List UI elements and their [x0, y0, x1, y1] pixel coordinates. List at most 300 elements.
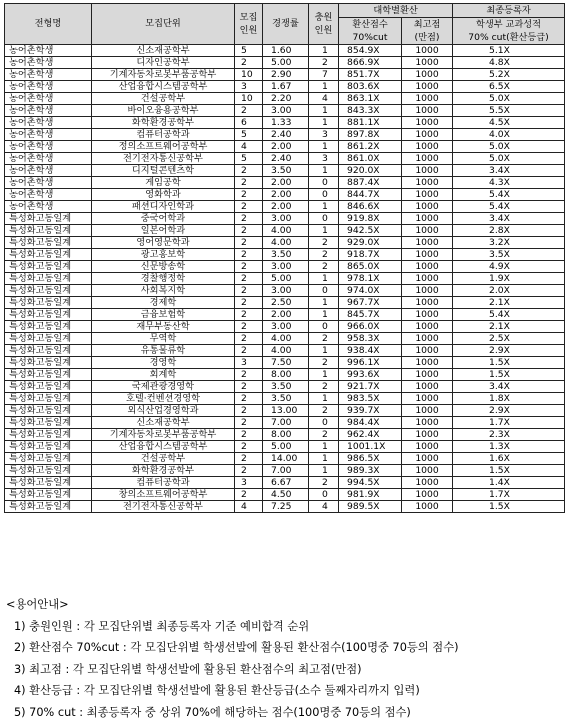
cell-rate: 2.50	[263, 297, 309, 309]
cell-final-grade: 2.8X	[453, 225, 565, 237]
cell-unit: 중국어학과	[92, 213, 235, 225]
cell-type: 농어촌학생	[5, 81, 92, 93]
cell-max-score: 1000	[402, 81, 453, 93]
cell-conversion-score: 854.9X	[339, 45, 402, 57]
note-item: 5) 70% cut : 최종등록자 중 상위 70%에 해당하는 점수(100명중 70등의 점수)	[14, 705, 411, 719]
cell-type: 농어촌학생	[5, 201, 92, 213]
cell-conversion-score: 919.8X	[339, 213, 402, 225]
cell-final-grade: 1.7X	[453, 417, 565, 429]
cell-type: 특성화고동일계	[5, 465, 92, 477]
table-row	[5, 321, 565, 333]
cell-quota: 2	[235, 201, 263, 213]
cell-conversion-score: 921.7X	[339, 381, 402, 393]
cell-max-score: 1000	[402, 453, 453, 465]
cell-unit: 게임공학	[92, 177, 235, 189]
cell-conversion-score: 1001.1X	[339, 441, 402, 453]
note-item: 3) 최고점 : 각 모집단위별 학생선발에 활용된 환산점수의 최고점(만점)	[14, 662, 362, 676]
cell-unit: 유통물류학	[92, 345, 235, 357]
cell-added: 2	[309, 477, 339, 489]
cell-unit: 컴퓨터공학과	[92, 477, 235, 489]
cell-type: 특성화고동일계	[5, 213, 92, 225]
cell-conversion-score: 918.7X	[339, 249, 402, 261]
cell-rate: 5.00	[263, 273, 309, 285]
cell-added: 0	[309, 321, 339, 333]
cell-conversion-score: 844.7X	[339, 189, 402, 201]
cell-quota: 2	[235, 177, 263, 189]
table-row	[5, 57, 565, 69]
cell-max-score: 1000	[402, 273, 453, 285]
cell-rate: 4.00	[263, 237, 309, 249]
cell-added: 1	[309, 273, 339, 285]
cell-conversion-score: 866.9X	[339, 57, 402, 69]
table-row	[5, 81, 565, 93]
cell-quota: 2	[235, 273, 263, 285]
cell-max-score: 1000	[402, 129, 453, 141]
cell-max-score: 1000	[402, 189, 453, 201]
cell-conversion-score: 846.6X	[339, 201, 402, 213]
cell-unit: 금융보험학	[92, 309, 235, 321]
cell-max-score: 1000	[402, 429, 453, 441]
cell-type: 특성화고동일계	[5, 285, 92, 297]
cell-final-grade: 3.2X	[453, 237, 565, 249]
cell-rate: 7.00	[263, 465, 309, 477]
cell-quota: 2	[235, 369, 263, 381]
cell-conversion-score: 897.8X	[339, 129, 402, 141]
cell-added: 1	[309, 165, 339, 177]
cell-conversion-score: 803.6X	[339, 81, 402, 93]
cell-max-score: 1000	[402, 321, 453, 333]
cell-quota: 2	[235, 345, 263, 357]
table-row	[5, 417, 565, 429]
cell-added: 0	[309, 177, 339, 189]
table-row	[5, 501, 565, 513]
cell-unit: 산업융합시스템공학부	[92, 81, 235, 93]
table-row	[5, 93, 565, 105]
cell-unit: 경영학	[92, 357, 235, 369]
cell-added: 1	[309, 465, 339, 477]
header-rate: 경쟁률	[263, 4, 309, 45]
cell-final-grade: 3.5X	[453, 249, 565, 261]
cell-unit: 산업융합시스템공학부	[92, 441, 235, 453]
cell-unit: 사회복지학	[92, 285, 235, 297]
table-row	[5, 297, 565, 309]
cell-quota: 2	[235, 297, 263, 309]
cell-quota: 2	[235, 189, 263, 201]
cell-type: 농어촌학생	[5, 45, 92, 57]
cell-unit: 경찰행정학	[92, 273, 235, 285]
cell-rate: 13.00	[263, 405, 309, 417]
cell-added: 2	[309, 57, 339, 69]
cell-conversion-score: 942.5X	[339, 225, 402, 237]
cell-unit: 전기전자통신공학부	[92, 501, 235, 513]
cell-type: 농어촌학생	[5, 117, 92, 129]
cell-rate: 2.40	[263, 129, 309, 141]
cell-unit: 정의소프트웨어공학부	[92, 141, 235, 153]
cell-final-grade: 1.4X	[453, 477, 565, 489]
cell-quota: 2	[235, 405, 263, 417]
cell-final-grade: 5.2X	[453, 69, 565, 81]
header-unit: 모집단위	[92, 4, 235, 45]
cell-conversion-score: 865.0X	[339, 261, 402, 273]
cell-type: 농어촌학생	[5, 129, 92, 141]
cell-type: 농어촌학생	[5, 189, 92, 201]
note-item: 2) 환산점수 70%cut : 각 모집단위별 학생선발에 활용된 환산점수(100명중 70등의 점수)	[14, 641, 459, 654]
cell-type: 특성화고동일계	[5, 297, 92, 309]
admission-results-table	[4, 3, 565, 513]
cell-max-score: 1000	[402, 57, 453, 69]
cell-unit: 경제학	[92, 297, 235, 309]
cell-unit: 창의소프트웨어공학부	[92, 489, 235, 501]
cell-quota: 2	[235, 285, 263, 297]
cell-type: 농어촌학생	[5, 153, 92, 165]
cell-final-grade: 4.0X	[453, 129, 565, 141]
cell-added: 1	[309, 441, 339, 453]
cell-conversion-score: 974.0X	[339, 285, 402, 297]
cell-added: 1	[309, 297, 339, 309]
cell-max-score: 1000	[402, 333, 453, 345]
cell-rate: 2.00	[263, 189, 309, 201]
cell-rate: 8.00	[263, 369, 309, 381]
cell-quota: 3	[235, 81, 263, 93]
cell-quota: 2	[235, 237, 263, 249]
cell-quota: 5	[235, 45, 263, 57]
cell-quota: 2	[235, 465, 263, 477]
cell-quota: 10	[235, 69, 263, 81]
cell-quota: 3	[235, 357, 263, 369]
cell-conversion-score: 978.1X	[339, 273, 402, 285]
cell-conversion-score: 843.3X	[339, 105, 402, 117]
cell-type: 특성화고동일계	[5, 429, 92, 441]
cell-added: 1	[309, 141, 339, 153]
table-row	[5, 129, 565, 141]
table-row	[5, 441, 565, 453]
cell-final-grade: 5.0X	[453, 153, 565, 165]
cell-type: 농어촌학생	[5, 177, 92, 189]
cell-rate: 1.33	[263, 117, 309, 129]
terms-notes	[6, 594, 459, 723]
cell-type: 특성화고동일계	[5, 417, 92, 429]
cell-quota: 2	[235, 225, 263, 237]
cell-type: 농어촌학생	[5, 57, 92, 69]
cell-quota: 2	[235, 429, 263, 441]
cell-final-grade: 1.8X	[453, 393, 565, 405]
table-row	[5, 201, 565, 213]
cell-final-grade: 3.4X	[453, 381, 565, 393]
cell-final-grade: 2.0X	[453, 285, 565, 297]
cell-quota: 2	[235, 321, 263, 333]
cell-final-grade: 1.9X	[453, 273, 565, 285]
cell-unit: 국제관광경영학	[92, 381, 235, 393]
cell-final-grade: 5.4X	[453, 309, 565, 321]
table-row	[5, 165, 565, 177]
cell-max-score: 1000	[402, 441, 453, 453]
table-row	[5, 153, 565, 165]
cell-rate: 2.00	[263, 201, 309, 213]
cell-type: 특성화고동일계	[5, 237, 92, 249]
cell-type: 농어촌학생	[5, 141, 92, 153]
cell-rate: 2.90	[263, 69, 309, 81]
table-row	[5, 273, 565, 285]
cell-conversion-score: 881.1X	[339, 117, 402, 129]
cell-unit: 전기전자통신공학부	[92, 153, 235, 165]
cell-added: 2	[309, 261, 339, 273]
cell-rate: 2.00	[263, 309, 309, 321]
cell-unit: 패션디자인학과	[92, 201, 235, 213]
cell-max-score: 1000	[402, 249, 453, 261]
header-max-score: 최고점 (만점)	[402, 18, 453, 45]
cell-final-grade: 3.4X	[453, 165, 565, 177]
cell-quota: 3	[235, 477, 263, 489]
cell-max-score: 1000	[402, 93, 453, 105]
cell-unit: 영어영문학과	[92, 237, 235, 249]
cell-rate: 2.40	[263, 153, 309, 165]
cell-conversion-score: 861.2X	[339, 141, 402, 153]
cell-rate: 6.67	[263, 477, 309, 489]
cell-quota: 2	[235, 213, 263, 225]
cell-quota: 6	[235, 117, 263, 129]
table-row	[5, 465, 565, 477]
cell-added: 1	[309, 345, 339, 357]
cell-unit: 기계자동차로봇부품공학부	[92, 429, 235, 441]
cell-max-score: 1000	[402, 117, 453, 129]
cell-unit: 신소재공학부	[92, 417, 235, 429]
cell-max-score: 1000	[402, 381, 453, 393]
cell-added: 0	[309, 213, 339, 225]
table-row	[5, 369, 565, 381]
cell-quota: 2	[235, 261, 263, 273]
cell-conversion-score: 958.3X	[339, 333, 402, 345]
cell-rate: 7.25	[263, 501, 309, 513]
cell-conversion-score: 993.6X	[339, 369, 402, 381]
cell-rate: 3.50	[263, 165, 309, 177]
cell-rate: 3.50	[263, 381, 309, 393]
cell-type: 농어촌학생	[5, 69, 92, 81]
notes-title: <용어안내>	[6, 598, 69, 611]
cell-type: 특성화고동일계	[5, 477, 92, 489]
cell-conversion-score: 994.5X	[339, 477, 402, 489]
cell-quota: 2	[235, 441, 263, 453]
cell-type: 농어촌학생	[5, 93, 92, 105]
cell-max-score: 1000	[402, 69, 453, 81]
cell-unit: 디자인공학부	[92, 57, 235, 69]
header-type: 전형명	[5, 4, 92, 45]
cell-conversion-score: 983.5X	[339, 393, 402, 405]
cell-rate: 4.50	[263, 489, 309, 501]
cell-added: 3	[309, 153, 339, 165]
cell-added: 1	[309, 201, 339, 213]
table-row	[5, 429, 565, 441]
cell-unit: 호텔·컨벤션경영학	[92, 393, 235, 405]
cell-added: 4	[309, 93, 339, 105]
cell-conversion-score: 962.4X	[339, 429, 402, 441]
cell-final-grade: 5.1X	[453, 45, 565, 57]
cell-type: 특성화고동일계	[5, 321, 92, 333]
cell-final-grade: 2.3X	[453, 429, 565, 441]
cell-max-score: 1000	[402, 465, 453, 477]
cell-unit: 광고홍보학	[92, 249, 235, 261]
table-row	[5, 489, 565, 501]
header-conversion-group: 대학별환산	[339, 4, 453, 18]
cell-type: 특성화고동일계	[5, 489, 92, 501]
cell-conversion-score: 984.4X	[339, 417, 402, 429]
table-row	[5, 45, 565, 57]
cell-final-grade: 5.0X	[453, 141, 565, 153]
cell-conversion-score: 887.4X	[339, 177, 402, 189]
cell-final-grade: 1.7X	[453, 489, 565, 501]
table-row	[5, 261, 565, 273]
table-row	[5, 237, 565, 249]
cell-unit: 외식산업경영학과	[92, 405, 235, 417]
cell-final-grade: 5.4X	[453, 189, 565, 201]
cell-quota: 2	[235, 381, 263, 393]
cell-type: 특성화고동일계	[5, 333, 92, 345]
cell-final-grade: 5.4X	[453, 201, 565, 213]
header-final-group: 최종등록자	[453, 4, 565, 18]
cell-rate: 5.00	[263, 441, 309, 453]
cell-max-score: 1000	[402, 309, 453, 321]
cell-quota: 5	[235, 153, 263, 165]
cell-added: 2	[309, 405, 339, 417]
cell-max-score: 1000	[402, 477, 453, 489]
cell-added: 2	[309, 381, 339, 393]
cell-added: 0	[309, 189, 339, 201]
cell-conversion-score: 929.0X	[339, 237, 402, 249]
cell-type: 특성화고동일계	[5, 501, 92, 513]
cell-final-grade: 3.4X	[453, 213, 565, 225]
cell-final-grade: 1.5X	[453, 465, 565, 477]
cell-type: 농어촌학생	[5, 165, 92, 177]
cell-conversion-score: 938.4X	[339, 345, 402, 357]
table-row	[5, 177, 565, 189]
cell-type: 특성화고동일계	[5, 405, 92, 417]
cell-unit: 영화학과	[92, 189, 235, 201]
cell-added: 0	[309, 417, 339, 429]
cell-rate: 5.00	[263, 57, 309, 69]
cell-conversion-score: 989.5X	[339, 501, 402, 513]
cell-max-score: 1000	[402, 261, 453, 273]
cell-unit: 컴퓨터공학과	[92, 129, 235, 141]
cell-conversion-score: 851.7X	[339, 69, 402, 81]
cell-type: 특성화고동일계	[5, 357, 92, 369]
note-item: 1) 충원인원 : 각 모집단위별 최종등록자 기준 예비합격 순위	[14, 619, 310, 633]
table-row	[5, 357, 565, 369]
cell-added: 1	[309, 309, 339, 321]
cell-quota: 10	[235, 93, 263, 105]
cell-max-score: 1000	[402, 417, 453, 429]
cell-unit: 신문방송학	[92, 261, 235, 273]
header-conversion-score: 환산점수 70%cut	[339, 18, 402, 45]
cell-type: 특성화고동일계	[5, 441, 92, 453]
cell-quota: 4	[235, 501, 263, 513]
cell-conversion-score: 861.0X	[339, 153, 402, 165]
cell-rate: 7.50	[263, 357, 309, 369]
cell-rate: 8.00	[263, 429, 309, 441]
cell-rate: 3.00	[263, 285, 309, 297]
cell-type: 특성화고동일계	[5, 225, 92, 237]
cell-type: 특성화고동일계	[5, 453, 92, 465]
cell-type: 특성화고동일계	[5, 261, 92, 273]
cell-quota: 2	[235, 333, 263, 345]
cell-rate: 3.00	[263, 261, 309, 273]
cell-final-grade: 5.5X	[453, 105, 565, 117]
cell-type: 특성화고동일계	[5, 381, 92, 393]
cell-final-grade: 4.3X	[453, 177, 565, 189]
cell-final-grade: 2.5X	[453, 333, 565, 345]
cell-rate: 1.67	[263, 81, 309, 93]
cell-added: 1	[309, 393, 339, 405]
table-row	[5, 393, 565, 405]
cell-quota: 2	[235, 309, 263, 321]
table-row	[5, 285, 565, 297]
cell-final-grade: 1.5X	[453, 501, 565, 513]
table-row	[5, 333, 565, 345]
cell-conversion-score: 989.3X	[339, 465, 402, 477]
cell-type: 특성화고동일계	[5, 249, 92, 261]
cell-added: 2	[309, 333, 339, 345]
cell-unit: 건설공학부	[92, 453, 235, 465]
cell-rate: 14.00	[263, 453, 309, 465]
cell-unit: 바이오융용공학부	[92, 105, 235, 117]
cell-unit: 무역학	[92, 333, 235, 345]
cell-added: 0	[309, 489, 339, 501]
cell-max-score: 1000	[402, 165, 453, 177]
cell-max-score: 1000	[402, 153, 453, 165]
cell-rate: 4.00	[263, 333, 309, 345]
cell-added: 2	[309, 429, 339, 441]
table-row	[5, 381, 565, 393]
cell-max-score: 1000	[402, 297, 453, 309]
header-added: 충원 인원	[309, 4, 339, 45]
cell-type: 특성화고동일계	[5, 345, 92, 357]
cell-type: 특성화고동일계	[5, 369, 92, 381]
cell-conversion-score: 920.0X	[339, 165, 402, 177]
cell-type: 특성화고동일계	[5, 273, 92, 285]
table-row	[5, 225, 565, 237]
table-row	[5, 345, 565, 357]
cell-added: 2	[309, 249, 339, 261]
cell-conversion-score: 966.0X	[339, 321, 402, 333]
cell-conversion-score: 967.7X	[339, 297, 402, 309]
cell-added: 1	[309, 45, 339, 57]
cell-added: 3	[309, 129, 339, 141]
cell-final-grade: 1.5X	[453, 357, 565, 369]
cell-rate: 2.00	[263, 141, 309, 153]
cell-unit: 화학환경공학부	[92, 117, 235, 129]
cell-conversion-score: 939.7X	[339, 405, 402, 417]
cell-max-score: 1000	[402, 201, 453, 213]
cell-max-score: 1000	[402, 357, 453, 369]
cell-conversion-score: 863.1X	[339, 93, 402, 105]
table-row	[5, 141, 565, 153]
table-row	[5, 213, 565, 225]
cell-max-score: 1000	[402, 141, 453, 153]
cell-final-grade: 4.9X	[453, 261, 565, 273]
cell-final-grade: 2.9X	[453, 405, 565, 417]
cell-added: 1	[309, 105, 339, 117]
cell-quota: 4	[235, 141, 263, 153]
cell-rate: 3.00	[263, 321, 309, 333]
cell-quota: 2	[235, 393, 263, 405]
cell-conversion-score: 986.5X	[339, 453, 402, 465]
cell-max-score: 1000	[402, 489, 453, 501]
cell-rate: 4.00	[263, 225, 309, 237]
cell-quota: 2	[235, 249, 263, 261]
cell-final-grade: 2.9X	[453, 345, 565, 357]
cell-max-score: 1000	[402, 225, 453, 237]
cell-unit: 회계학	[92, 369, 235, 381]
cell-max-score: 1000	[402, 213, 453, 225]
cell-added: 1	[309, 369, 339, 381]
